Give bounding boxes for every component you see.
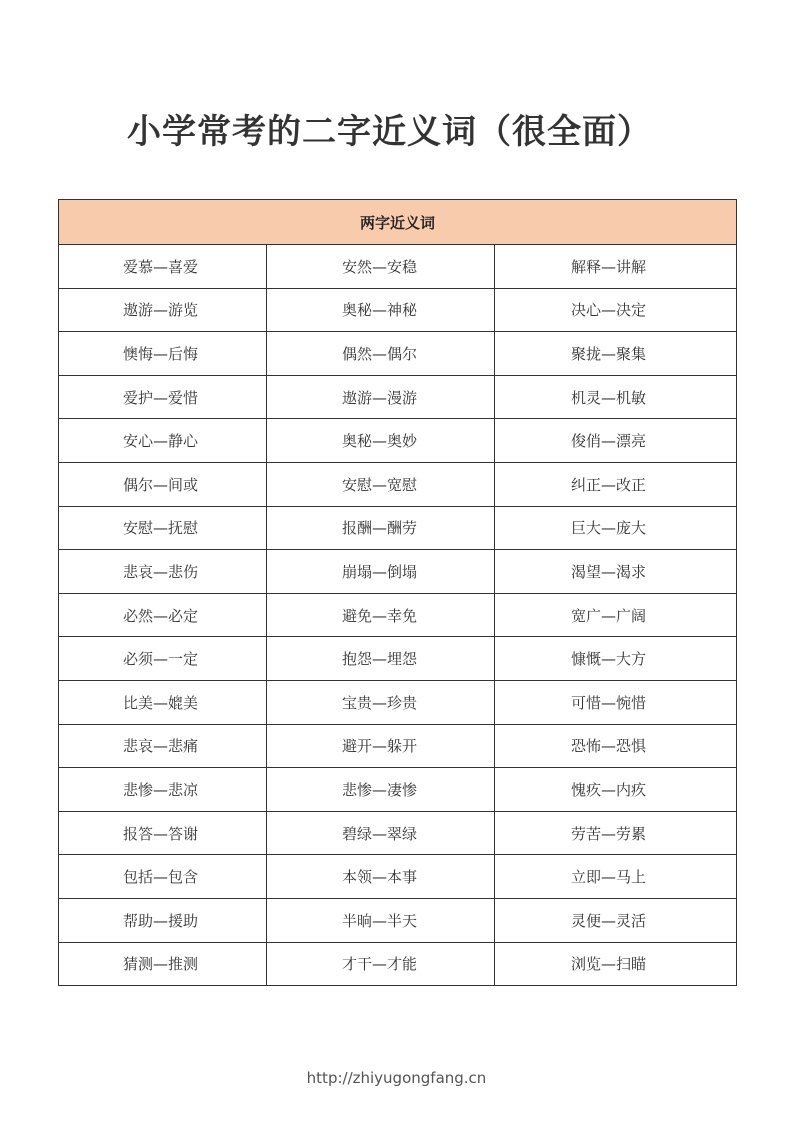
table-row — [59, 550, 737, 594]
table-row — [59, 593, 737, 637]
footer-url[interactable]: http://zhiyugongfang.cn — [306, 1069, 487, 1087]
table-cell: 悲惨—凄惨 — [267, 768, 495, 812]
table-cell: 机灵—机敏 — [495, 375, 737, 419]
table-cell: 爱护—爱惜 — [59, 375, 267, 419]
table-row — [59, 680, 737, 724]
table-row — [59, 942, 737, 986]
table-cell: 安慰—抚慰 — [59, 506, 267, 550]
table-cell: 崩塌—倒塌 — [267, 550, 495, 594]
table-header-row — [59, 200, 737, 245]
table-cell: 遨游—漫游 — [267, 375, 495, 419]
table-cell: 猜测—推测 — [59, 942, 267, 986]
table-cell: 俊俏—漂亮 — [495, 419, 737, 463]
table-cell: 劳苦—劳累 — [495, 811, 737, 855]
synonym-table-container — [58, 199, 736, 986]
table-cell: 愧疚—内疚 — [495, 768, 737, 812]
table-cell: 避开—躲开 — [267, 724, 495, 768]
table-cell: 包括—包含 — [59, 855, 267, 899]
table-cell: 偶尔—间或 — [59, 462, 267, 506]
table-row — [59, 898, 737, 942]
table-cell: 遨游—游览 — [59, 288, 267, 332]
table-cell: 碧绿—翠绿 — [267, 811, 495, 855]
table-cell: 必然—必定 — [59, 593, 267, 637]
table-cell: 慷慨—大方 — [495, 637, 737, 681]
table-cell: 懊悔—后悔 — [59, 332, 267, 376]
table-row — [59, 288, 737, 332]
table-cell: 安心—静心 — [59, 419, 267, 463]
table-cell: 比美—媲美 — [59, 680, 267, 724]
table-row — [59, 332, 737, 376]
table-cell: 悲哀—悲痛 — [59, 724, 267, 768]
table-cell: 安慰—宽慰 — [267, 462, 495, 506]
table-row — [59, 506, 737, 550]
synonym-table — [58, 199, 737, 986]
table-cell: 决心—决定 — [495, 288, 737, 332]
table-row — [59, 419, 737, 463]
table-cell: 聚拢—聚集 — [495, 332, 737, 376]
table-cell: 才干—才能 — [267, 942, 495, 986]
table-body — [59, 245, 737, 986]
table-cell: 必须—一定 — [59, 637, 267, 681]
table-cell: 安然—安稳 — [267, 245, 495, 289]
table-cell: 半晌—半天 — [267, 898, 495, 942]
table-cell: 抱怨—埋怨 — [267, 637, 495, 681]
table-row — [59, 375, 737, 419]
table-cell: 报答—答谢 — [59, 811, 267, 855]
table-cell: 避免—幸免 — [267, 593, 495, 637]
table-cell: 恐怖—恐惧 — [495, 724, 737, 768]
table-row — [59, 462, 737, 506]
table-row — [59, 245, 737, 289]
table-cell: 悲惨—悲凉 — [59, 768, 267, 812]
table-cell: 偶然—偶尔 — [267, 332, 495, 376]
table-row — [59, 724, 737, 768]
table-cell: 爱慕—喜爱 — [59, 245, 267, 289]
table-cell: 渴望—渴求 — [495, 550, 737, 594]
table-row — [59, 811, 737, 855]
table-cell: 本领—本事 — [267, 855, 495, 899]
table-cell: 奥秘—神秘 — [267, 288, 495, 332]
table-cell: 巨大—庞大 — [495, 506, 737, 550]
table-header: 两字近义词 — [59, 200, 737, 245]
table-cell: 纠正—改正 — [495, 462, 737, 506]
table-row — [59, 855, 737, 899]
table-row — [59, 637, 737, 681]
table-row — [59, 768, 737, 812]
table-cell: 解释—讲解 — [495, 245, 737, 289]
table-cell: 报酬—酬劳 — [267, 506, 495, 550]
page-title: 小学常考的二字近义词（很全面） — [127, 112, 652, 152]
table-cell: 帮助—援助 — [59, 898, 267, 942]
table-cell: 立即—马上 — [495, 855, 737, 899]
table-cell: 悲哀—悲伤 — [59, 550, 267, 594]
table-cell: 可惜—惋惜 — [495, 680, 737, 724]
table-cell: 浏览—扫瞄 — [495, 942, 737, 986]
table-cell: 灵便—灵活 — [495, 898, 737, 942]
table-cell: 宝贵—珍贵 — [267, 680, 495, 724]
table-cell: 宽广—广阔 — [495, 593, 737, 637]
table-cell: 奥秘—奥妙 — [267, 419, 495, 463]
